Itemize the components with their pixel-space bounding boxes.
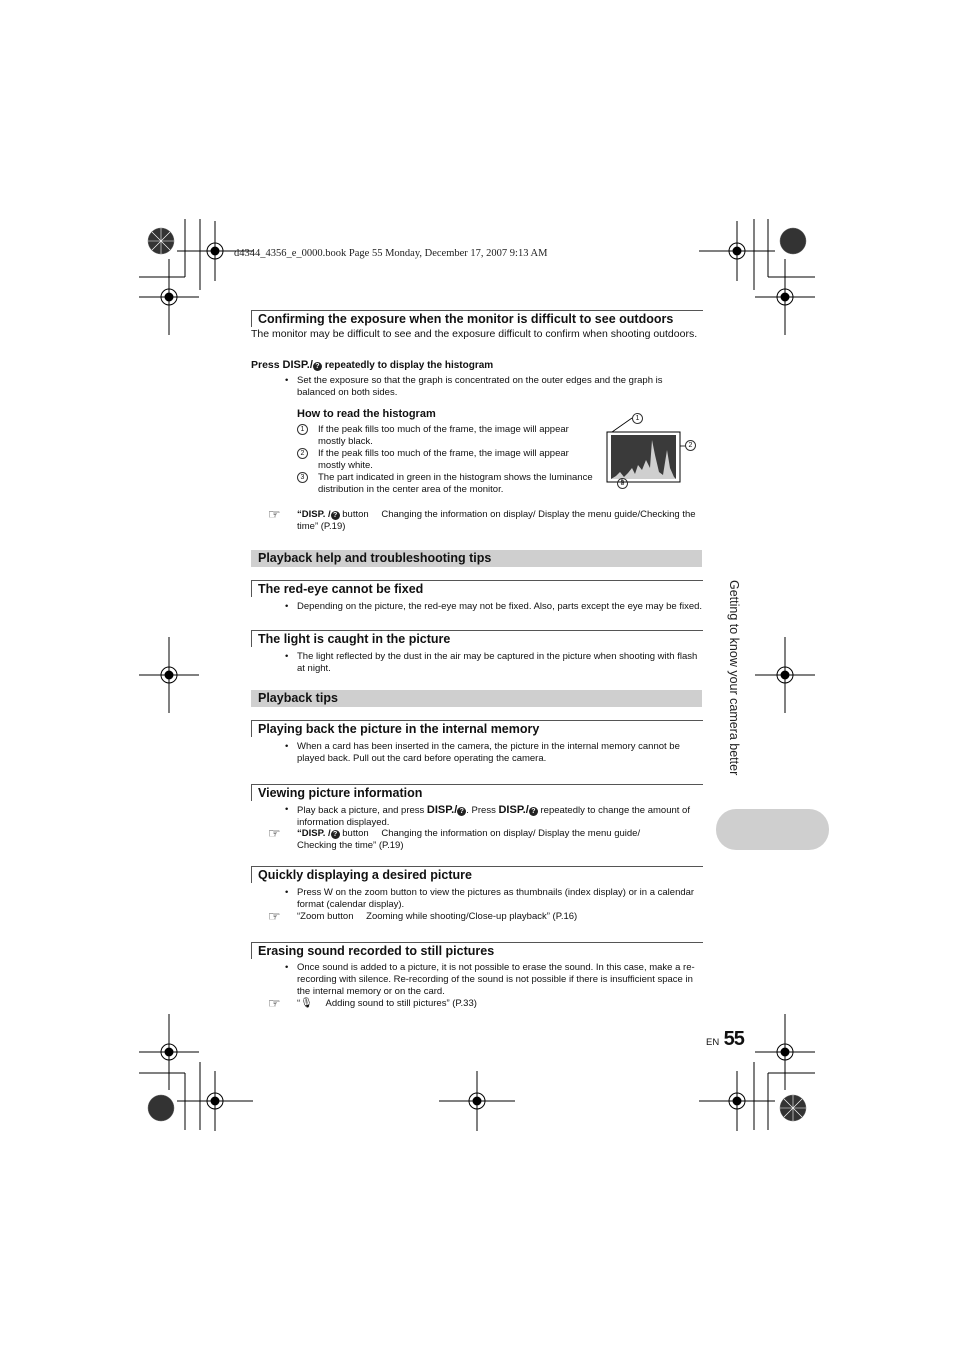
bar-text: Playback tips [258,691,338,705]
help-icon: ? [331,511,340,520]
number-circle: 3 [297,472,308,483]
reference-hand-icon: ☞ [268,995,281,1011]
bullet-viewing-info [285,804,703,829]
ref-disp-c: Changing the information on display/ Display the menu guide/Checking the time” (P.19) [297,509,696,532]
heading-text: Erasing sound recorded to still pictures [258,944,495,958]
help-icon: ? [529,807,538,816]
bullet-redeye [285,601,703,613]
ref-a: “ [297,998,301,1009]
reference-disp [297,509,703,533]
help-icon: ? [331,830,340,839]
press-instruction [251,359,493,371]
callout-2: 2 [685,440,696,451]
help-icon: ? [457,807,466,816]
reference-sound [297,998,703,1010]
bullet-dot: • [285,375,289,386]
ref-a: “DISP. / [297,828,331,839]
bullet-quick-display [285,887,703,911]
reference-zoom [297,911,703,923]
bullet-text-c: repeatedly to change the amount of information displayed. [297,805,690,828]
section-heading-exposure [251,310,703,327]
page-footer [706,1028,744,1051]
bullet-dot: • [285,651,289,662]
bullet-exposure [285,375,703,399]
page-number: 55 [723,1028,744,1050]
reference-viewing [297,828,703,852]
bullet-text: Depending on the picture, the red-eye may not be fixed. Also, parts except the eye may be fixed. [297,601,703,612]
heading-quick-display [251,866,703,883]
histogram-item-1 [300,424,598,448]
item-text: If the peak fills too much of the frame, the image will appear mostly black. [318,424,569,447]
bullet-dot: • [285,741,289,752]
intro-text: The monitor may be difficult to see and the exposure difficult to confirm when shooting outdoors. [251,328,698,340]
bullet-text-b: . Press [466,805,496,816]
ref-b: button [339,828,369,839]
heading-light [251,630,703,647]
side-tab-label: Getting to know your camera better [727,580,741,776]
bullet-text: When a card has been inserted in the camera, the picture in the internal memory cannot be played back. Pull out the card before operating the camera. [297,741,680,764]
section-bar-playback-tips [251,690,702,707]
bullet-text: Press W on the zoom button to view the pictures as thumbnails (index display) or in a calendar format (calendar display). [297,887,695,910]
callout-3: 3 [617,478,628,489]
heading-text: Playing back the picture in the internal memory [258,722,540,736]
bullet-erase-sound [285,962,703,998]
file-header: d4344_4356_e_0000.book Page 55 Monday, December 17, 2007 9:13 AM [234,248,548,259]
bullet-dot: • [285,601,289,612]
ref-a: “Zoom button [297,911,354,922]
histogram-item-3 [300,472,598,496]
microphone-icon: 🎙 [300,998,313,1009]
ref-disp-b: button [339,509,369,520]
bullet-text: Set the exposure so that the graph is concentrated on the outer edges and the graph is balanced on both sides. [297,375,663,398]
heading-text: The red-eye cannot be fixed [258,582,424,596]
heading-text: Confirming the exposure when the monitor is difficult to see outdoors [258,312,674,326]
heading-viewing-info [251,784,703,801]
bullet-dot: • [285,804,289,815]
bullet-text: The light reflected by the dust in the air may be captured in the picture when shooting with flash at night. [297,651,698,674]
bullet-light [285,651,703,675]
press-suffix: repeatedly to display the histogram [324,360,494,371]
bullet-dot: • [285,962,289,973]
histogram-title: How to read the histogram [297,408,436,420]
bar-text: Playback help and troubleshooting tips [258,551,492,565]
histogram-item-2 [300,448,598,472]
bullet-text-a: Play back a picture, and press [297,805,425,816]
bullet-internal-memory [285,741,703,765]
heading-redeye [251,580,703,597]
reference-hand-icon: ☞ [268,908,281,924]
number-circle: 1 [297,424,308,435]
heading-text: The light is caught in the picture [258,632,451,646]
disp-key: DISP./ [282,359,313,371]
section-bar-troubleshooting [251,550,702,567]
callout-1: 1 [632,413,643,424]
heading-text: Quickly displaying a desired picture [258,868,472,882]
press-prefix: Press [251,359,280,371]
disp-key: DISP./ [426,804,458,816]
reference-hand-icon: ☞ [268,506,281,522]
bullet-dot: • [285,887,289,898]
ref-disp-a: “DISP. / [297,509,331,520]
heading-erase-sound [251,942,703,959]
item-text: If the peak fills too much of the frame, the image will appear mostly white. [318,448,569,471]
reference-hand-icon: ☞ [268,825,281,841]
heading-text: Viewing picture information [258,786,423,800]
side-tab-marker [716,809,829,850]
ref-c1: Changing the information on display/ Display the menu guide/ [381,828,641,839]
number-circle: 2 [297,448,308,459]
help-icon: ? [313,362,322,371]
ref-b: Zooming while shooting/Close-up playback” (P.16) [366,911,578,922]
item-text: The part indicated in green in the histogram shows the luminance distribution in the center area of the monitor. [318,472,593,495]
lang-code: EN [706,1037,720,1048]
ref-c2: Checking the time” (P.19) [297,840,404,851]
ref-b: Adding sound to still pictures” (P.33) [325,998,477,1009]
bullet-text: Once sound is added to a picture, it is not possible to erase the sound. In this case, make a re-recording with silence. Re-recording of the sound is not possible if there is insufficient space in the internal memory or on the card. [297,962,695,997]
heading-internal-memory [251,720,703,737]
disp-key: DISP./ [498,804,529,816]
